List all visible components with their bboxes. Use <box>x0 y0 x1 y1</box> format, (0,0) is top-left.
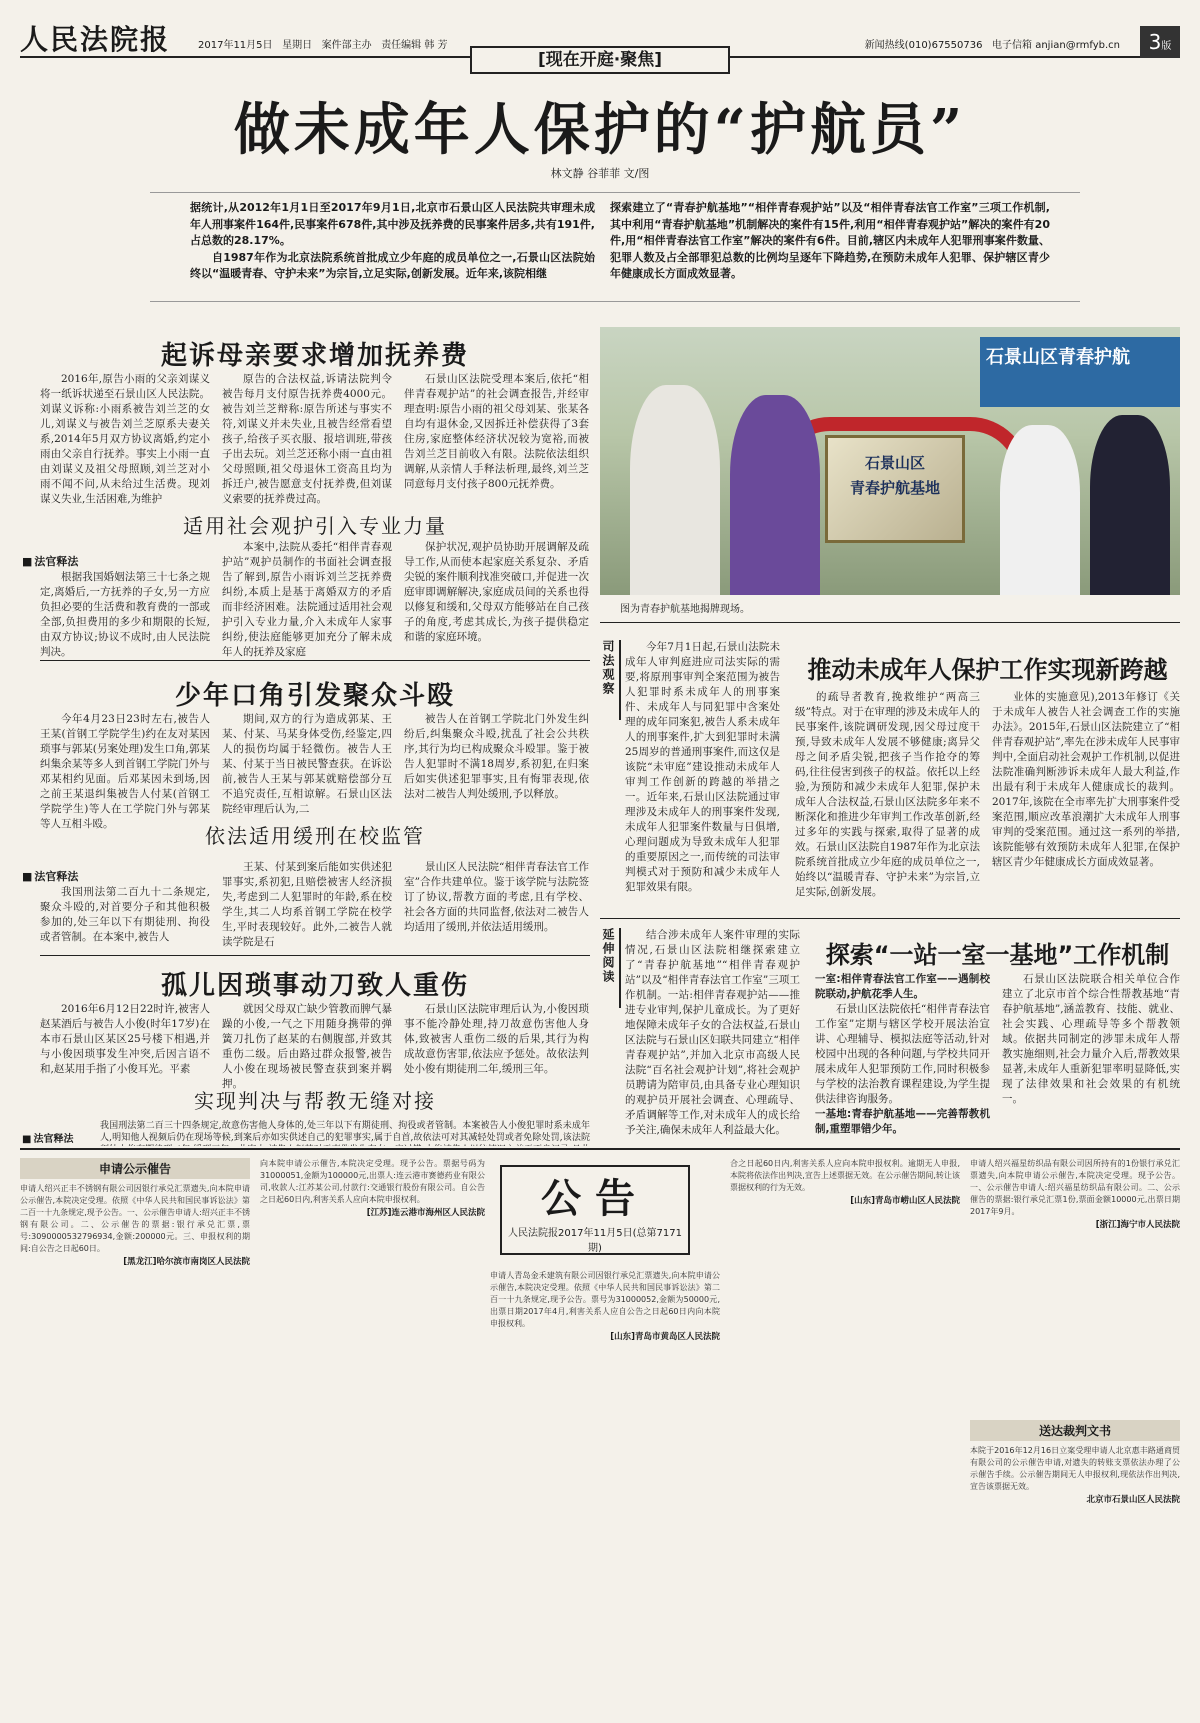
extend-col2: 一室:相伴青春法官工作室——遇制校院联动,护航花季人生。 石景山区法院依托“相伴青春法官工作室”定期与辖区学校开展法治宣讲、心理辅导、模拟法庭等活动,针对校园中出现的各种问题,与学校共同开展未成年人犯罪预防工作,同时积极参与学校的法治教育课程建设,为学生提供法律咨询服务。 一基地:青春护航基地——完善帮教机制,重塑罪错少年。 <box>815 973 990 1135</box>
person-man <box>630 385 720 595</box>
case2-law-label: ■ 法官释法 <box>22 868 78 884</box>
case1-law3: 保护状况,观护员协助开展调解及疏导工作,从而使本起家庭关系复杂、矛盾尖锐的案件顺利找准突破口,并促进一次庭审即调解解决,家庭成员间的关系也得以修复和缓和,父母双方能够站在自己孩子的角度,考虑其成长,为孩子提供稳定和谐的家庭环境。 <box>404 541 589 643</box>
notice-col1: 申请公示催告 申请人绍兴正丰不锈钢有限公司因银行承兑汇票遗失,向本院申请公示催告,本院决定受理。依照《中华人民共和国民事诉讼法》第二百一十九条规定,现予公告。一、公示催告申请人:绍兴正丰不锈钢有限公司。二、公示催告的票据:银行承兑汇票,票号:3090000532796934,金额:200000元。三、申报权利的期间:自公告之日起60日。 [黑龙江]哈尔滨市南岗区人民法院 <box>20 1158 250 1267</box>
header-hotline: 新闻热线(010)67550736 <box>864 40 983 51</box>
obs-title: 推动未成年人保护工作实现新跨越 <box>807 656 1168 684</box>
case3-col2: 就因父母双亡缺少管教而脾气暴躁的小俊,一气之下用随身携带的弹簧刀扎伤了赵某的右侧腹部,并致其重伤二级。后由路过群众报警,被告人小俊在现场被民警查获到案并羁押。 <box>222 1003 392 1090</box>
case2-law2: 王某、付某到案后能如实供述犯罪事实,系初犯,且赔偿被害人经济损失,考虑到二人犯罪时的年龄,系在校学生,其二人均系首钢工学院在校学生,平时表现较好。此外,二被告人就读学院是石 <box>222 861 392 948</box>
photo-banner: 石景山区青春护航 <box>980 337 1180 407</box>
divider <box>600 622 1180 623</box>
case3-law: 我国刑法第二百三十四条规定,故意伤害他人身体的,处三年以下有期徒刑、拘役或者管制。本案被告人小俊犯罪时系未成年人,明知他人视频后仍在现场等候,到案后亦如实供述自己的犯罪事实,属于自首,故依法可对其减轻处罚或者免除处罚,该法院 <box>100 1121 590 1143</box>
photo-unveiling <box>600 327 1180 595</box>
header-contact <box>865 36 1120 51</box>
case1-col3: 石景山区法院受理本案后,依托“相伴青春观护站”的社会调查报告,并经审理查明:原告小雨的祖父母刘某、张某各自均有退休金,又因拆迁补偿获得了3套住房,家庭整体经济状况较为宽裕,而被告刘兰芝目前收入有限。法院依法组织调解,从亲情人手释法析理,最终,刘兰芝同意每月支付孩子800元抚养费。 <box>404 373 589 490</box>
lead-right: 探索建立了“青春护航基地”“相伴青春观护站”以及“相伴青春法官工作室”三项工作机制,其中利用“青春护航基地”机制解决的案件有15件,利用“相伴青春观护站”解决的案件有20件,用“相伴青春法官工作室”解决的案件有6件。目前,辖区内未成年人犯罪刑事案件数量、犯罪人数及占全部罪犯总数的比例均呈逐年下降趋势,在预防未成年人犯罪、保护辖区青少年健康成长方面成效显著。 <box>610 201 1050 280</box>
notice-col5: 申请人绍兴福星纺织品有限公司因所持有的1份银行承兑汇票遗失,向本院申请公示催告,本院决定受理。现予公告。一、公示催告申请人:绍兴福星纺织品有限公司。二、公示催告的票据:银行承兑汇票1份,票面金额10000元,出票日期2017年9月。 [浙江]海宁市人民法院 送达裁判文书 本院于2016年12月16日立案受理申请人北京惠丰路通商贸有限公司的公示催告申请,对遗失的转账支票依法办理了公示催告手续。公示催告期间无人申报权利,现依法作出判决,宣告该票据无效。 北京市石景山区人民法院 <box>970 1159 1180 1505</box>
header-responsible: 责任编辑 韩 芳 <box>381 40 448 51</box>
byline: 林文静 谷菲菲 文/图 <box>550 167 650 180</box>
case1-col1: 2016年,原告小雨的父亲刘谋义将一纸诉状递至石景山区人民法院。刘谋义诉称:小雨系被告刘兰芝的女儿,刘谋义与被告刘兰芝原系夫妻关系,2014年5月双方协议离婚,约定小雨由父亲自行抚养。事实上小雨一直由刘谋义及祖父母照顾,刘兰芝对小雨不闻不问,从未给过生活费。现刘谋义失业,生活困难,为维护 <box>40 373 210 505</box>
extend-col1: 结合涉未成年人案件审理的实际情况,石景山区法院相继探索建立了“青春护航基地”“相伴青春观护站”以及“相伴青春法官工作室”三项工作机制。一站:相伴青春观护站——推进专业审判,保护儿童成长。为了更好地保障未成年子女的合法权益,石景山区法院与石景山区妇联共同建立“相伴青春观护站”,并加入北京市高级人民法院“百名社会观护计划”,将社会观护员聘请为陪审员,由具备专业心理知识的观护员开展社会调查、心理疏导、矛盾调解等工作,对未成年人的成长给予关注,确保未成年人利益最大化。 <box>625 929 800 1136</box>
obs-col3: 业体的实施意见),2013年修订《关于未成年人被告人社会调查工作的实施办法》。2015年,石景山区法院建立了“相伴青春观护站”,率先在涉未成年人民事审判中,全面启动社会观护工作机制,以促进法院准确判断涉诉未成年人最大利益,作出最有利于未成年人健康成长的裁判。2017年,该院在全市率先扩大刑事案件受案范围,顺应改革浪潮扩大未成年人刑事审判的受案范围。通过这一系列的举措,该院能够有效预防未成年人犯罪,在保护辖区青少年健康成长方面成效显著。 <box>992 691 1180 868</box>
plaque: 石景山区 青春护航基地 <box>825 435 965 543</box>
extend-col3: 石景山区法院联合相关单位合作建立了北京市首个综合性帮教基地“青春护航基地”,涵盖教育、技能、就业、社会实践、心理疏导等多个帮教领域。依据共同制定的涉罪未成年人帮教实施细则,社会力量介入后,帮教效果显著,未成年人重新犯罪率明显降低,实现了法律效果和社会效果的有机统一。 <box>1002 973 1180 1105</box>
obs-label: 司法观察 <box>600 640 621 720</box>
case3-subtitle: 实现判决与帮教无缝对接 <box>194 1089 436 1113</box>
header-info <box>198 36 448 51</box>
case1-law-label: ■ 法官释法 <box>22 553 78 569</box>
divider <box>40 660 590 661</box>
photo-caption: 图为青春护航基地揭牌现场。 <box>620 604 750 615</box>
divider <box>600 918 1180 919</box>
header-email: 电子信箱 anjian@rmfyb.cn <box>992 40 1120 51</box>
page-number: 3版 <box>1140 26 1180 58</box>
case3-law-label: ■ 法官释法 <box>22 1130 73 1145</box>
case2-subtitle: 依法适用缓刑在校监管 <box>205 824 425 848</box>
case2-title: 少年口角引发聚众斗殴 <box>174 681 455 711</box>
person-judge <box>1090 415 1170 595</box>
page-title: 做未成年人保护的“护航员” <box>233 97 967 163</box>
header-editor: 案件部主办 <box>321 40 372 51</box>
masthead: 人民法院报 <box>20 23 171 56</box>
case1-col2: 原告的合法权益,诉请法院判令被告每月支付原告抚养费4000元。被告刘兰芝辩称:原告所述与事实不符,刘谋义并未失业,且被告经常看望孩子,给孩子买衣服、报培训班,带孩子出去玩。刘兰芝还称小雨一直由祖父母照顾,祖父母退休工资高且均为拆迁户,被告愿意支付抚养费,但刘谋义索要的抚养费过高。 <box>222 373 392 505</box>
notice-heading: 申请公示催告 <box>20 1158 250 1179</box>
notice-col3: 申请人青岛金禾建筑有限公司因银行承兑汇票遗失,向本院申请公示催告,本院决定受理。依照《中华人民共和国民事诉讼法》第二百一十九条规定,现予公告。票号为31000052,金额为50000元,出票日期2017年4月,利害关系人应自公告之日起60日内向本院申报权利。 [山东]青岛市黄岛区人民法院 <box>490 1271 720 1342</box>
notice-col2: 向本院申请公示催告,本院决定受理。现予公告。票据号码为31000051,金额为100000元,出票人:连云港市赛德药业有限公司,收款人:江苏某公司,付款行:交通银行股份有限公司。自公告之日起60日内,利害关系人应向本院申报权利。 [江苏]连云港市海州区人民法院 <box>260 1159 485 1218</box>
case3-col3: 石景山区法院审理后认为,小俊因琐事不能冷静处理,持刀故意伤害他人身体,致被害人重伤二级的后果,其行为构成故意伤害罪,依法应予惩处。故依法判处小俊有期徒刑二年,缓刑三年。 <box>404 1003 589 1075</box>
case3-col1: 2016年6月12日22时许,被害人赵某酒后与被告人小俊(时年17岁)在本市石景山区某区25号楼下相遇,并与小俊因琐事发生冲突,后因言语不和,赵某用手指了小俊耳光。平素 <box>40 1003 210 1075</box>
case1-law2: 本案中,法院从委托“相伴青春观护站”观护员制作的书面社会调查报告了解到,原告小雨诉刘兰芝抚养费纠纷,本质上是基于离婚双方的矛盾而非经济困难。法院通过适用社会观护引入专业力量,介入未成年人家事纠纷,使法庭能够更加充分了解未成年人的抚养及家庭 <box>222 541 392 658</box>
announcement-subtitle: 人民法院报2017年11月5日(总第7171期) <box>508 1228 682 1254</box>
header-weekday: 星期日 <box>282 40 313 51</box>
notice-col4: 合之日起60日内,利害关系人应向本院申报权利。逾期无人申报,本院将依法作出判决,宣告上述票据无效。在公示催告期间,转让该票据权利的行为无效。 [山东]青岛市崂山区人民法院 <box>730 1159 960 1206</box>
extend-label: 延伸阅读 <box>600 928 621 1008</box>
person-woman <box>730 395 820 595</box>
case2-col3: 被告人在首钢工学院北门外发生纠纷后,纠集聚众斗殴,扰乱了社会公共秩序,其行为均已构成聚众斗殴罪。鉴于被告人犯罪时不满18周岁,系初犯,在归案后如实供述犯罪事实,且有悔罪表现,依法对二被告人判处缓刑,予以释放。 <box>404 713 589 800</box>
extend-title: 探索“一站一室一基地”工作机制 <box>825 941 1170 969</box>
case2-law1: 我国刑法第二百九十二条规定,聚众斗殴的,对首要分子和其他积极参加的,处三年以下有期徒刑、拘役或者管制。在本案中,被告人 <box>40 886 210 943</box>
obs-col2: 的疏导者教育,挽救维护“两高三级”特点。对于在审理的涉及未成年人的民事案件,该院调研发现,因父母过度干预,导致未成年人发展不够健康;离异父母之间矛盾尖锐,把孩子当作抢夺的筹码,往往侵害到孩子的权益。依托以上经验,为预防和减少未成年人犯罪,保护未成年人合法权益,石景山区法院多年来不断深化和推进少年审判工作改革创新,经过多年的实践与探索,取得了显著的成效。石景山区法院自1987年作为北京法院系统首批成立少年庭的成员单位之一,始终以“温暖青春、守护未来”为宗旨,立足实际,创新发展。 <box>795 691 980 898</box>
case2-col2: 期间,双方的行为造成郭某、王某、付某、马某身体受伤,经鉴定,四人的损伤均属于轻微伤。被告人王某、付某于当日被民警查获。在诉讼前,被告人王某与郭某就赔偿部分互不追究责任,互相谅解。石景山区法院经审理后认为,二 <box>222 713 392 815</box>
announcement-title: 公告 <box>541 1175 649 1222</box>
case1-law1: 根据我国婚姻法第三十七条之规定,离婚后,一方抚养的子女,另一方应负担必要的生活费和教育费的一部或全部,负担费用的多少和期限的长短,由双方协议;协议不成时,由人民法院判决。 <box>40 571 210 658</box>
announcement-box <box>500 1165 690 1255</box>
section-label: [现在开庭·聚焦] <box>470 46 730 74</box>
person-officer <box>1000 425 1080 595</box>
lead-left: 据统计,从2012年1月1日至2017年9月1日,北京市石景山区人民法院共审理未成年人刑事案件164件,民事案件678件,其中涉及抚养费的民事案件居多,共有191件,占总数的28.17%。 自1987年作为北京法院系统首批成立少年庭的成员单位之一,石景山区法院始终以“温暖青春、守护未来”为宗旨,立足实际,创新发展。近年来,该院相继 <box>190 201 595 280</box>
header-date: 2017年11月5日 <box>198 40 273 51</box>
obs-col1: 今年7月1日起,石景山法院未成年人审判庭进应司法实际的需要,将原刑事审判全案范围为被告人犯罪时系未成年人的刑事案件、未成年人与同犯罪中含案处理的成年同案犯,被告人系未成年人的刑事案件,扩大到犯罪时未满25周岁的普通刑事案件,而这仅是该院“未审庭”建设推动未成年人审判工作创新的跨越的举措之一。近年来,石景山区法院通过审理涉及未成年人的刑事案件发现,未成年人犯罪案件数量与日俱增,心理问题成为导致未成年人犯罪的重要原因之一,而传统的司法审判模式对于预防和减少未成年人犯罪效果有限。 <box>625 641 780 893</box>
divider <box>40 955 590 956</box>
case2-law3: 景山区人民法院“相伴青春法官工作室”合作共建单位。鉴于该学院与法院签订了协议,帮教方面的考虑,且有学校、社会各方面的共同监督,依法对二被告人均适用了缓刑,并依法适用缓刑。 <box>404 861 589 933</box>
case3-title: 孤儿因琐事动刀致人重伤 <box>160 971 469 1001</box>
case2-col1: 今年4月23日23时左右,被告人王某(首钢工学院学生)约在友对某因琐事与郭某(另案处理)发生口角,郭某纠集余某等多人到首钢工学院门外与邓某相约见面。后邓某因未到场,因之前王某退纠集被告人付某(首钢工学院学生)等人在工学院门外与郭某等人互相斗殴。 <box>40 713 210 830</box>
notice-heading: 送达裁判文书 <box>970 1420 1180 1441</box>
case1-subtitle: 适用社会观护引入专业力量 <box>183 514 447 538</box>
case1-title: 起诉母亲要求增加抚养费 <box>160 341 469 371</box>
